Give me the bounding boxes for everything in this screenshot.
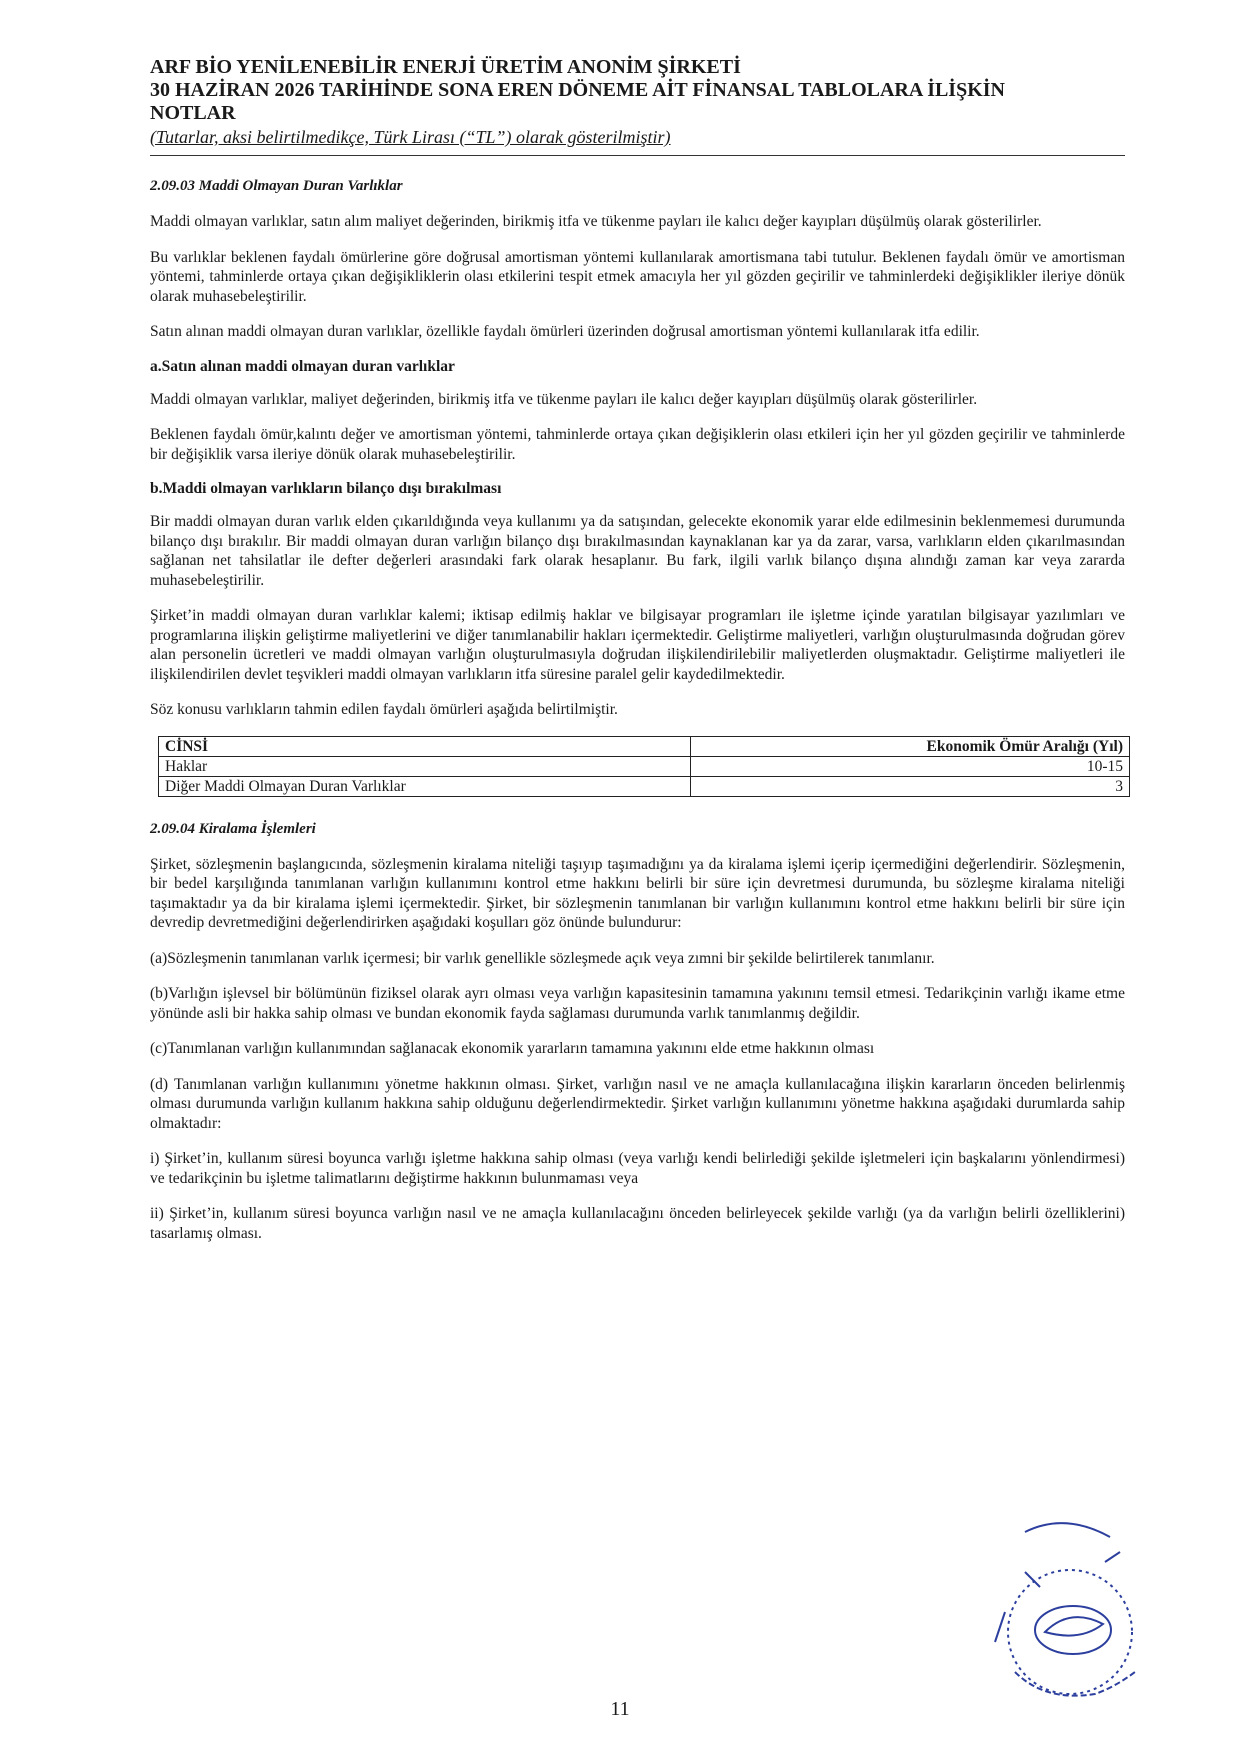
notes-label: NOTLAR [150,102,236,124]
paragraph: Bir maddi olmayan duran varlık elden çıkarıldığında veya kullanımı ya da satışından, gelecekte ekonomik yarar elde edilmesinin beklenmemesi durumunda bilanço dışı bırakılır. Bir maddi olmayan duran varlığın bilanço dışı bırakılmasından kaynaklanan kar ya da zarar, varsa, varlıkların elden çıkarılmasından sağlanan net tahsilatlar ile defter değerleri arasındaki fark olarak hesaplanır. Bu fark, ilgili varlık bilanço dışına alındığı zaman kar veya zararda muhasebeleştirilir. [150,513,1125,589]
paragraph: Maddi olmayan varlıklar, satın alım maliyet değerinden, birikmiş itfa ve tükenme payları ile kalıcı değer kayıpları düşülmüş olarak gösterilirler. [150,213,1042,230]
period-line: 30 HAZİRAN 2026 TARİHİNDE SONA EREN DÖNEME AİT FİNANSAL TABLOLARA İLİŞKİN [150,79,1005,101]
table-cell-life: 10-15 [690,756,1129,776]
paragraph: Söz konusu varlıkların tahmin edilen faydalı ömürleri aşağıda belirtilmiştir. [150,701,618,718]
table-header-row [159,736,1130,756]
page-number: 11 [610,1698,630,1720]
paragraph: Beklenen faydalı ömür,kalıntı değer ve amortisman yöntemi, tahminlerde ortaya çıkan değişiklerin olası etkileri için her yıl gözden geçirilir ve tahminlerde bir değişiklik varsa ileriye dönük olarak muhasebeleştirilir. [150,426,1125,463]
table-header-type: CİNSİ [159,736,691,756]
paragraph: Satın alınan maddi olmayan duran varlıklar, özellikle faydalı ömürleri üzerinden doğrusal amortisman yöntemi kullanılarak itfa edilir. [150,323,980,340]
table-row [159,756,1130,776]
paragraph: Şirket’in maddi olmayan duran varlıklar kalemi; iktisap edilmiş haklar ve bilgisayar programları ile işletme içinde yaratılan bilgisayar yazılımları ve programlarına ilişkin geliştirme maliyetlerini ve diğer tanımlanabilir hakları içermektedir. Geliştirme maliyetleri, varlığın oluşturulmasında doğrudan görev alan personelin ücretleri ve maddi olmayan varlığın oluşturulmasıyla doğrudan ilişkilendirilebilir maliyetlerden oluşmaktadır. Geliştirme maliyetleri ile ilişkilendirilen devlet teşvikleri maddi olmayan varlıkların itfa süresine paralel gelir kaydedilmektedir. [150,607,1125,683]
document-header [150,56,1125,156]
table-cell-type: Haklar [159,756,691,776]
company-name: ARF BİO YENİLENEBİLİR ENERJİ ÜRETİM ANONİM ŞİRKETİ [150,56,741,78]
table-row [159,776,1130,796]
paragraph: Bu varlıklar beklenen faydalı ömürlerine göre doğrusal amortisman yöntemi kullanılarak amortismana tabi tutulur. Beklenen faydalı ömür ve amortisman yöntemi, tahminlerde ortaya çıkan değişikliklerin olası etkilerini tespit etmek amacıyla her yıl gözden geçirilir ve tahminlerdeki değişiklikler ileriye dönük olarak muhasebeleştirilir. [150,248,1125,305]
table-cell-life: 3 [690,776,1129,796]
section-title-leasing: 2.09.04 Kiralama İşlemleri [150,820,316,837]
table-cell-type: Diğer Maddi Olmayan Duran Varlıklar [159,776,691,796]
company-seal-stamp [985,1512,1145,1722]
list-item-c: (c)Tanımlanan varlığın kullanımından sağlanacak ekonomik yararların tamamına yakınını elde etme hakkının olması [150,1040,875,1057]
subsection-title-a: a.Satın alınan maddi olmayan duran varlıklar [150,357,455,375]
list-item-b: (b)Varlığın işlevsel bir bölümünün fiziksel olarak ayrı olması veya varlığın kapasitesinin tamamına yakınını temsil etmesi. Tedarikçinin varlığı ikame etme yönünde asli bir hakka sahip olması ve bundan ekonomik fayda sağlaması durumunda varlık tanımlanmış değildir. [150,985,1125,1022]
list-item-d: (d) Tanımlanan varlığın kullanımını yönetme hakkının olması. Şirket, varlığın nasıl ve ne amaçla kullanılacağına ilişkin kararların önceden belirlenmiş olması durumunda varlığın kullanım hakkına sahip olduğunu değerlendirmektedir. Şirket varlığın kullanımını yönetme hakkına aşağıdaki durumlarda sahip olmaktadır: [150,1075,1125,1132]
list-item-a: (a)Sözleşmenin tanımlanan varlık içermesi; bir varlık genellikle sözleşmede açık veya zımni bir şekilde belirtilerek tanımlanır. [150,949,935,967]
section-title-intangibles: 2.09.03 Maddi Olmayan Duran Varlıklar [150,178,403,194]
useful-life-table [158,736,1130,797]
subsection-title-b: b.Maddi olmayan varlıkların bilanço dışı bırakılması [150,480,502,497]
currency-note: (Tutarlar, aksi belirtilmedikçe, Türk Lirası (“TL”) olarak gösterilmiştir) [150,127,671,147]
paragraph: Maddi olmayan varlıklar, maliyet değerinden, birikmiş itfa ve tükenme payları ile kalıcı değer kayıpları düşülmüş olarak gösterilirler. [150,390,978,408]
table-header-life: Ekonomik Ömür Aralığı (Yıl) [690,736,1129,756]
list-item-ii: ii) Şirket’in, kullanım süresi boyunca varlığın nasıl ve ne amaçla kullanılacağını önceden belirleyecek şekilde varlığı (ya da varlığın belirli özelliklerini) tasarlamış olması. [150,1205,1125,1242]
list-item-i: i) Şirket’in, kullanım süresi boyunca varlığı işletme hakkına sahip olması (veya varlığı kendi belirlediği şekilde işletmeleri için başkalarını yönlendirmesi) ve tedarikçinin bu işletme talimatlarını değiştirme hakkının bulunmaması veya [150,1150,1125,1187]
paragraph: Şirket, sözleşmenin başlangıcında, sözleşmenin kiralama niteliği taşıyıp taşımadığını ya da kiralama işlemi içerip içermediğini değerlendirir. Sözleşmenin, bir bedel karşılığında tanımlanan varlığın kullanımını kontrol etme hakkını belirli bir süre için devretmesi durumunda, bu sözleşme kiralama niteliği taşımaktadır ya da bir kiralama işlemi içermektedir. Şirket, bir sözleşmenin tanımlanan bir varlığın kullanımını kontrol etme hakkını belirli bir süre için devredip devretmediğini değerlendirirken aşağıdaki koşulları göz önünde bulundurur: [150,855,1125,931]
document-page [150,56,1125,1259]
